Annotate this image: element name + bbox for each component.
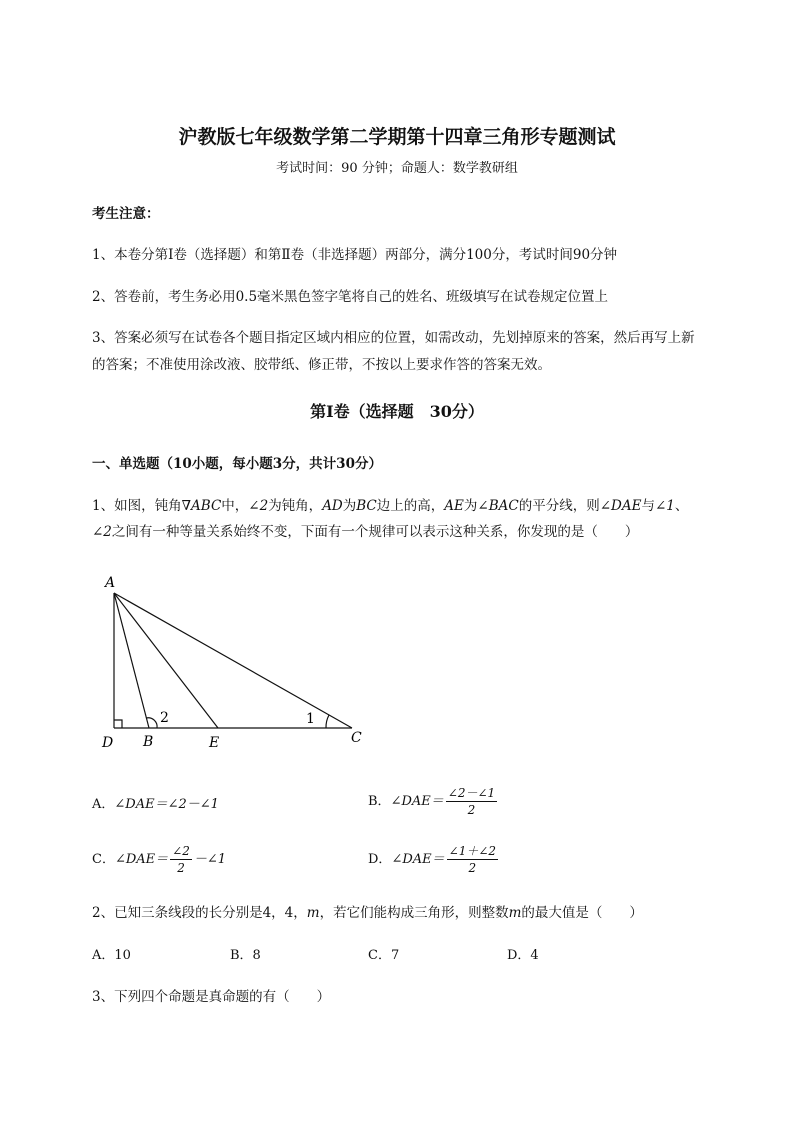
segment-ae bbox=[114, 593, 218, 728]
notice-item-1: 1、本卷分第Ⅰ卷（选择题）和第Ⅱ卷（非选择题）两部分，满分100分，考试时间90分钟 bbox=[92, 247, 618, 263]
q1-option-c[interactable]: C．∠DAE＝ $\frac{\angle 2}{2}$ －∠1 bbox=[92, 844, 227, 875]
q1-option-b[interactable]: B．∠DAE＝ $\frac{\angle 2-\angle 1}{2}$ bbox=[368, 786, 496, 817]
q1-stem-line-1: 1、如图，钝角∇ABC中，∠2为钝角，AD为BC边上的高，AE为∠BAC的平分线，则∠DAE与∠1、 bbox=[92, 498, 689, 514]
segment-ab bbox=[114, 593, 149, 728]
label-angle-1: 1 bbox=[306, 711, 315, 727]
notice-item-3-line-2: 的答案；不准使用涂改液、胶带纸、修正带，不按以上要求作答的答案无效。 bbox=[92, 357, 551, 373]
q2-stem: 2、已知三条线段的长分别是4，4，m，若它们能构成三角形，则整数m的最大值是（ ） bbox=[92, 905, 643, 921]
exam-title: 沪教版七年级数学第二学期第十四章三角形专题测试 bbox=[178, 126, 616, 148]
notice-item-2: 2、答卷前，考生务必用0.5毫米黑色签字笔将自己的姓名、班级填写在试卷规定位置上 bbox=[92, 289, 609, 305]
q2-option-c[interactable]: C．7 bbox=[368, 948, 400, 963]
label-e: E bbox=[209, 735, 220, 751]
q2-option-b[interactable]: B．8 bbox=[230, 948, 261, 963]
notice-item-3-line-1: 3、答案必须写在试卷各个题目指定区域内相应的位置，如需改动，先划掉原来的答案，然后再写上新 bbox=[92, 330, 695, 346]
q2-option-a[interactable]: A．10 bbox=[92, 948, 131, 963]
label-c: C bbox=[351, 730, 362, 746]
q2-option-d[interactable]: D．4 bbox=[507, 948, 539, 963]
section-title: 第Ⅰ卷（选择题 30分） bbox=[310, 402, 484, 421]
q1-option-d-fraction: $\frac{\angle 1+\angle 2}{2}$ bbox=[448, 844, 497, 875]
q1-option-d[interactable]: D．∠DAE＝ $\frac{\angle 1+\angle 2}{2}$ bbox=[368, 844, 497, 875]
q1-option-a[interactable]: A．∠DAE＝∠2－∠1 bbox=[92, 797, 219, 812]
q1-option-b-fraction: $\frac{\angle 2-\angle 1}{2}$ bbox=[447, 786, 496, 817]
q1-stem-line-2: ∠2之间有一种等量关系始终不变，下面有一个规律可以表示这种关系，你发现的是（ ） bbox=[92, 524, 639, 540]
label-angle-2: 2 bbox=[160, 710, 169, 726]
notice-heading: 考生注意： bbox=[92, 206, 160, 222]
part-heading: 一、单选题（10小题，每小题3分，共计30分） bbox=[92, 456, 382, 472]
q3-stem: 3、下列四个命题是真命题的有（ ） bbox=[92, 989, 331, 1005]
label-d: D bbox=[102, 735, 114, 751]
angle-1-arc bbox=[326, 715, 329, 728]
q1-triangle-figure bbox=[90, 565, 380, 755]
label-a: A bbox=[105, 575, 116, 591]
label-b: B bbox=[143, 734, 154, 750]
segment-ac bbox=[114, 593, 352, 728]
right-angle-mark bbox=[114, 720, 122, 728]
q1-option-c-fraction: $\frac{\angle 2}{2}$ bbox=[172, 844, 190, 875]
exam-subtitle: 考试时间：90 分钟；命题人：数学教研组 bbox=[276, 161, 518, 176]
